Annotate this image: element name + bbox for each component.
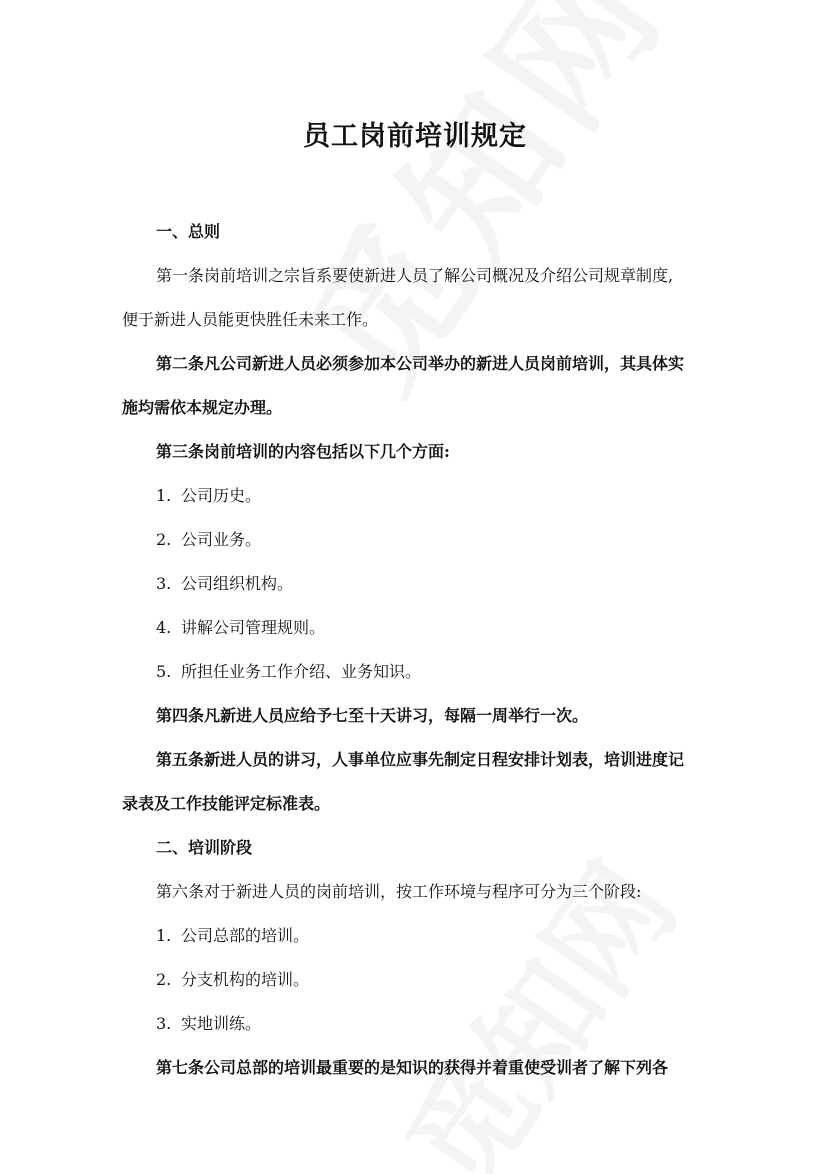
- section-heading-training-stages: 二、培训阶段: [156, 838, 253, 857]
- list-number: 2.: [156, 530, 172, 549]
- document-title: 员工岗前培训规定: [303, 121, 527, 152]
- watermark-secondary: [360, 825, 707, 1174]
- article-3: 第三条岗前培训的内容包括以下几个方面:: [156, 442, 450, 461]
- list-text: 公司业务。: [181, 530, 262, 549]
- article-6: 第六条对于新进人员的岗前培训，按工作环境与程序可分为三个阶段:: [156, 882, 642, 901]
- list-number: 3.: [156, 574, 172, 593]
- list-item: [156, 573, 293, 595]
- article-5-line-2: 录表及工作技能评定标准表。: [122, 794, 331, 813]
- article-2-line-2: 施均需依本规定办理。: [122, 398, 283, 417]
- list-number: 1.: [156, 926, 172, 945]
- list-item: [156, 529, 261, 551]
- list-number: 2.: [156, 970, 172, 989]
- list-text: 公司组织机构。: [181, 574, 294, 593]
- article-5-line-1: 第五条新进人员的讲习，人事单位应事先制定日程安排计划表，培训进度记: [156, 750, 685, 769]
- list-text: 实地训练。: [181, 1014, 262, 1033]
- article-4: 第四条凡新进人员应给予七至十天讲习，每隔一周举行一次。: [156, 706, 589, 725]
- list-item: [156, 925, 309, 947]
- article-7-line-1: 第七条公司总部的培训最重要的是知识的获得并着重使受训者了解下列各: [156, 1058, 669, 1077]
- list-number: 4.: [156, 618, 172, 637]
- list-item: [156, 1013, 261, 1035]
- article-1-line-2: 便于新进人员能更快胜任未来工作。: [122, 310, 379, 329]
- list-item: [156, 969, 309, 991]
- list-number: 5.: [156, 662, 172, 681]
- list-text: 公司总部的培训。: [181, 926, 310, 945]
- list-text: 公司历史。: [181, 486, 262, 505]
- section-heading-general: 一、总则: [156, 222, 221, 241]
- list-item: [156, 617, 325, 639]
- list-number: 3.: [156, 1014, 172, 1033]
- list-text: 讲解公司管理规则。: [181, 618, 326, 637]
- article-1-line-1: 第一条岗前培训之宗旨系要使新进人员了解公司概况及介绍公司规章制度,: [156, 266, 674, 285]
- list-item: [156, 485, 261, 507]
- article-2-line-1: 第二条凡公司新进人员必须参加本公司举办的新进人员岗前培训，其具体实: [156, 354, 685, 373]
- list-text: 分支机构的培训。: [181, 970, 310, 989]
- list-text: 所担任业务工作介绍、业务知识。: [181, 662, 422, 681]
- list-number: 1.: [156, 486, 172, 505]
- list-item: [156, 661, 421, 683]
